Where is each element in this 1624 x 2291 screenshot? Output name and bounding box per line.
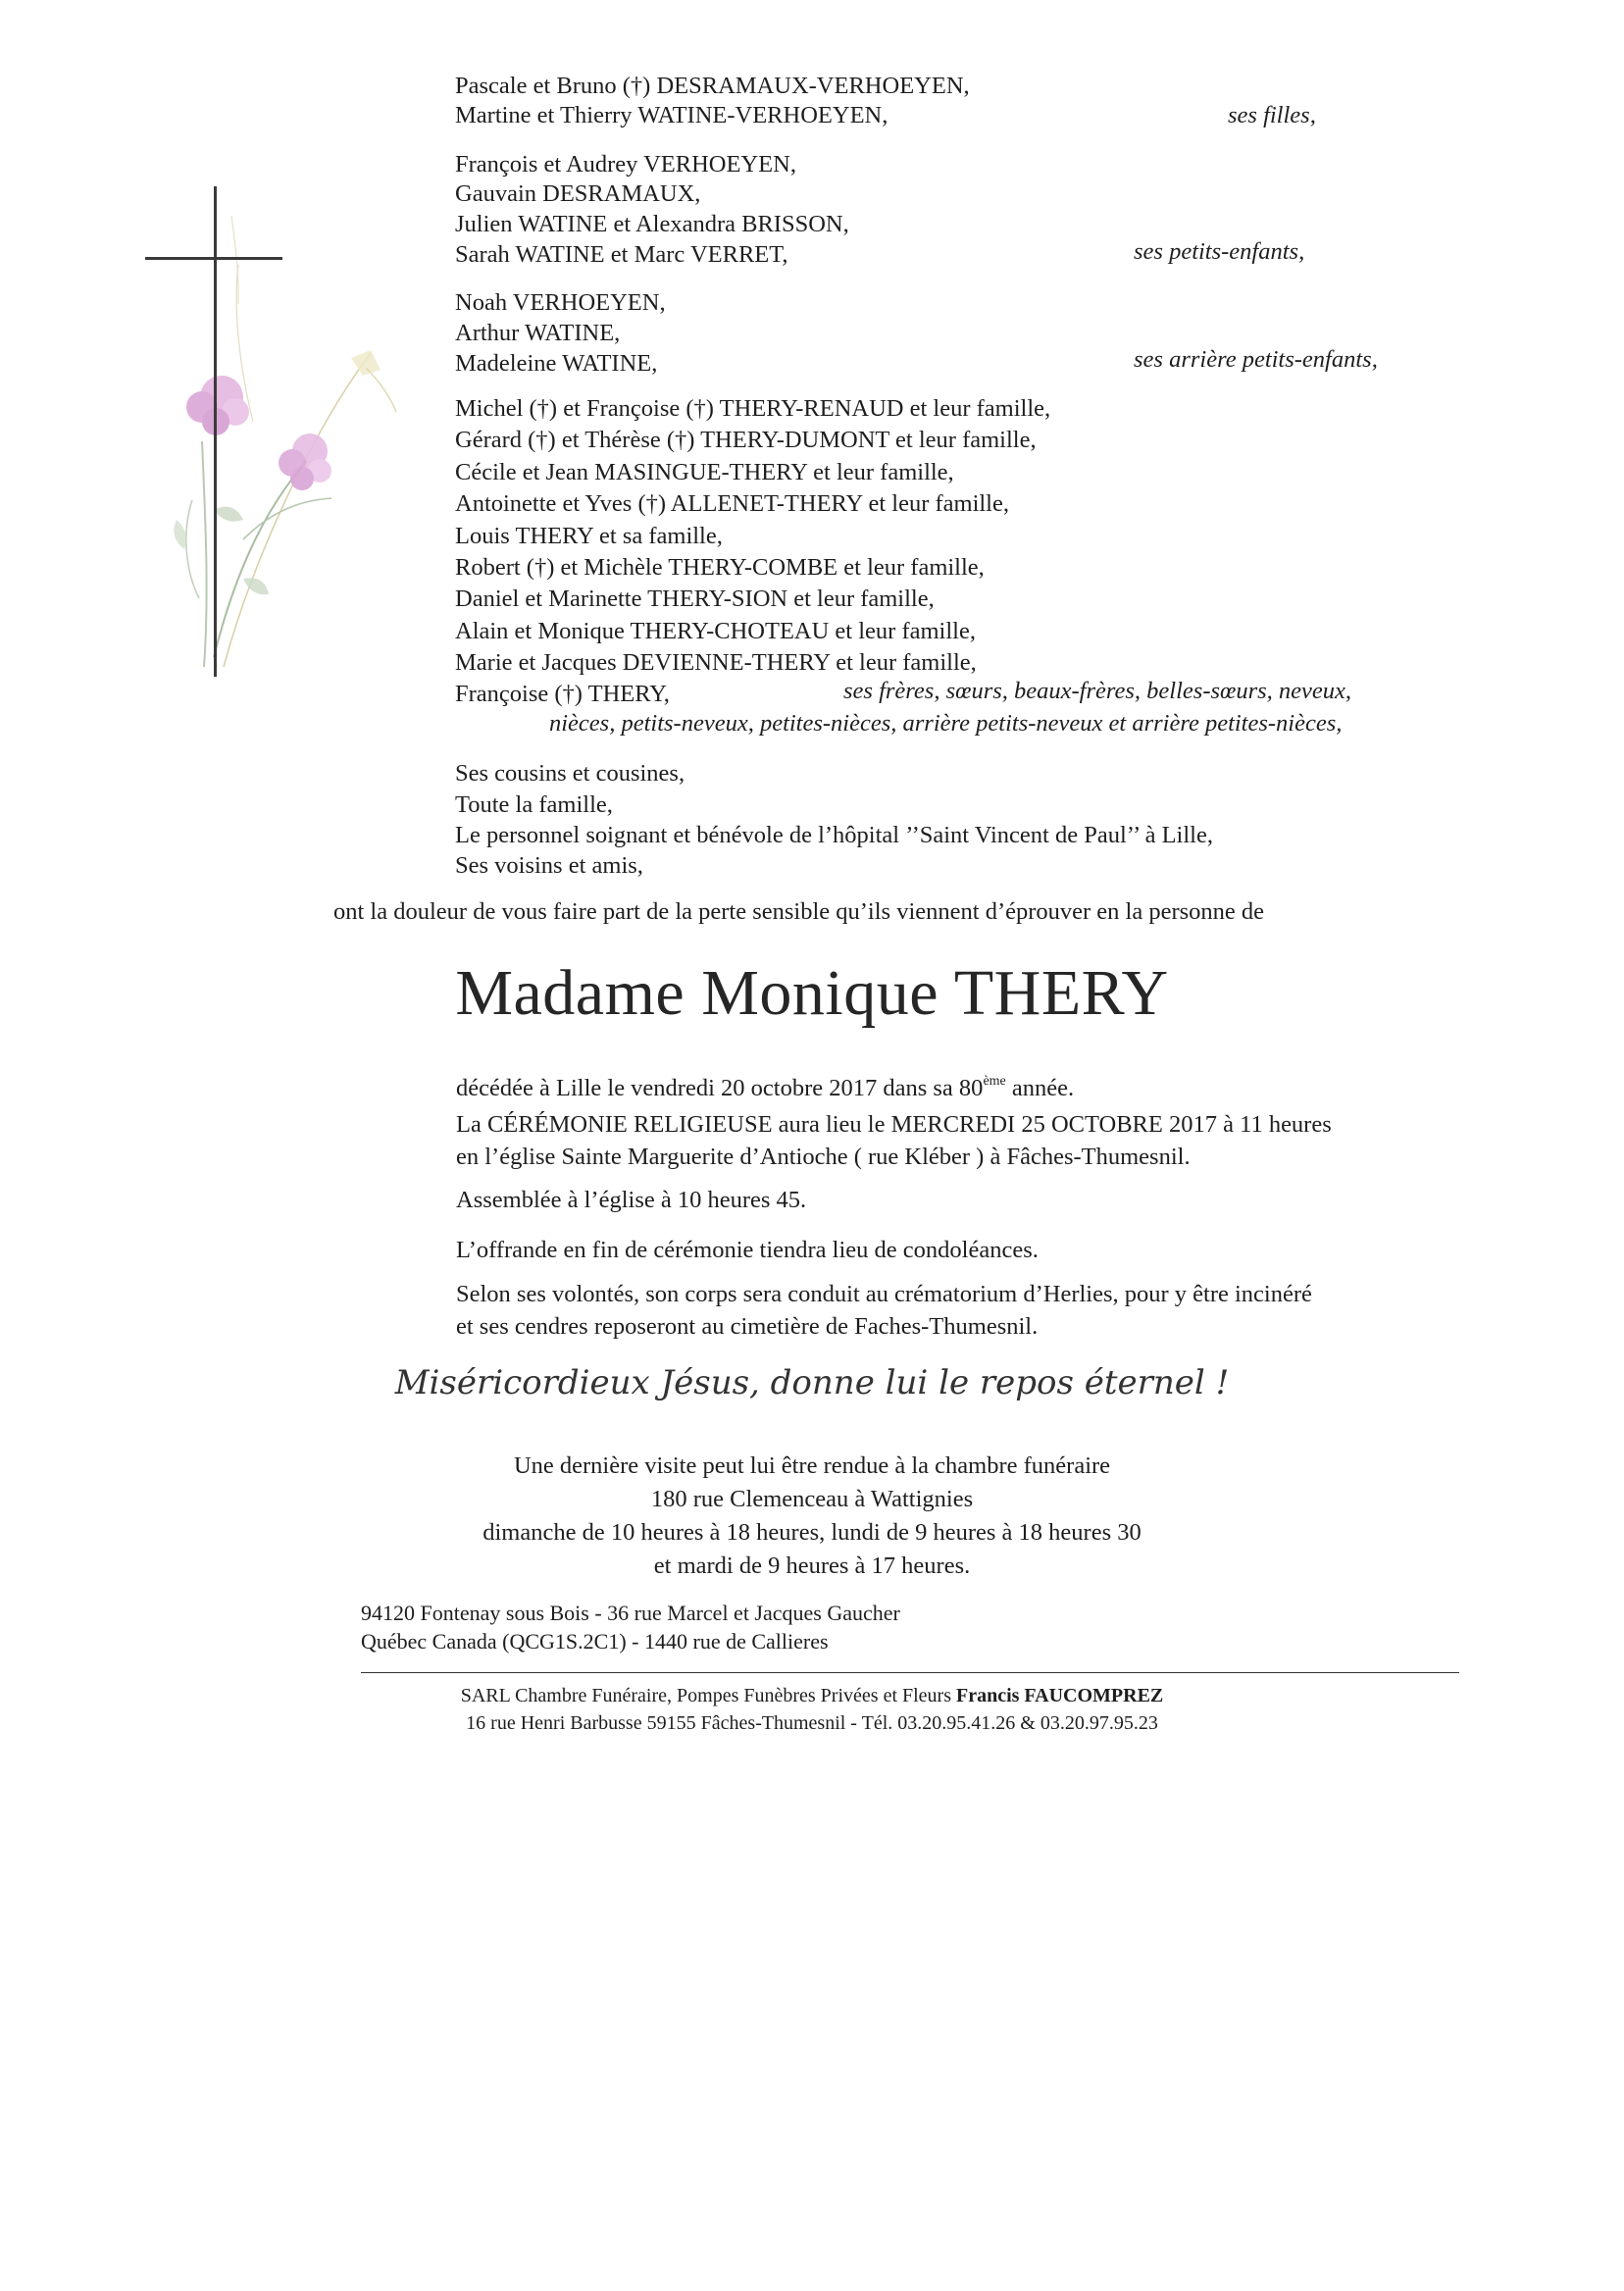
sibling-line-6: Robert (†) et Michèle THERY-COMBE et leur famille, — [455, 554, 985, 581]
grandchild-line-4: Sarah WATINE et Marc VERRET, — [455, 241, 788, 268]
cremation-line-2: et ses cendres reposeront au cimetière de Faches-Thumesnil. — [456, 1313, 1039, 1340]
cremation-block — [456, 1278, 1437, 1343]
visit-line-2: 180 rue Clemenceau à Wattignies — [650, 1486, 974, 1512]
sibling-line-10: Françoise (†) THERY, — [455, 681, 670, 707]
cross-with-flowers-icon — [145, 186, 400, 677]
relation-grandchildren: ses petits-enfants, — [1134, 238, 1305, 265]
sibling-line-2: Gérard (†) et Thérèse (†) THERY-DUMONT et leur famille, — [455, 427, 1037, 453]
sibling-line-4: Antoinette et Yves (†) ALLENET-THERY et leur famille, — [455, 490, 1009, 517]
footer-line-2: 16 rue Henri Barbusse 59155 Fâches-Thumesnil - Tél. 03.20.95.41.26 & 03.20.97.95.23 — [466, 1712, 1158, 1734]
ceremony-block — [456, 1108, 1437, 1173]
footer-company: SARL Chambre Funéraire, Pompes Funèbres Privées et Fleurs — [460, 1685, 956, 1706]
others-line-3: Le personnel soignant et bénévole de l’hôpital ’’Saint Vincent de Paul’’ à Lille, — [455, 822, 1213, 848]
great-grandchild-line-2: Arthur WATINE, — [455, 320, 621, 346]
cremation-line-1: Selon ses volontés, son corps sera conduit au crématorium d’Herlies, pour y être incinéré — [456, 1281, 1312, 1307]
daughter-line-2: Martine et Thierry WATINE-VERHOEYEN, — [455, 102, 888, 128]
others-line-4: Ses voisins et amis, — [455, 852, 643, 879]
great-grandchild-line-1: Noah VERHOEYEN, — [455, 289, 666, 316]
sibling-line-9: Marie et Jacques DEVIENNE-THERY et leur famille, — [455, 649, 977, 676]
sibling-line-5: Louis THERY et sa famille, — [455, 523, 723, 549]
deceased-name: Madame Monique THERY — [455, 957, 1169, 1029]
grandchild-line-2: Gauvain DESRAMAUX, — [455, 180, 701, 207]
footer-company-name: Francis FAUCOMPREZ — [956, 1685, 1164, 1706]
sibling-line-7: Daniel et Marinette THERY-SION et leur famille, — [455, 585, 935, 612]
footer — [0, 1682, 1624, 1737]
footer-line-1 — [0, 1682, 1624, 1709]
death-ordinal: ème — [983, 1074, 1006, 1089]
daughter-line-1: Pascale et Bruno (†) DESRAMAUX-VERHOEYEN, — [455, 73, 970, 99]
visit-line-3: dimanche de 10 heures à 18 heures, lundi de 9 heures à 18 heures 30 — [482, 1519, 1142, 1546]
relation-siblings-line-1: ses frères, sœurs, beaux-frères, belles-sœurs, neveux, — [843, 678, 1352, 704]
prayer: Miséricordieux Jésus, donne lui le repos éternel ! — [394, 1363, 1230, 1402]
sibling-line-3: Cécile et Jean MASINGUE-THERY et leur famille, — [455, 459, 954, 485]
visit-line-4: et mardi de 9 heures à 17 heures. — [653, 1553, 971, 1579]
death-text-end: année. — [1005, 1075, 1075, 1102]
offering-text: L’offrande en fin de cérémonie tiendra lieu de condoléances. — [456, 1237, 1039, 1263]
ceremony-line-2: en l’église Sainte Marguerite d’Antioche ( rue Kléber ) à Fâches-Thumesnil. — [456, 1144, 1191, 1170]
sibling-line-1: Michel (†) et Françoise (†) THERY-RENAUD et leur famille, — [455, 395, 1051, 422]
death-text: décédée à Lille le vendredi 20 octobre 2017 dans sa 80 — [456, 1075, 984, 1102]
ceremony-line-1: La CÉRÉMONIE RELIGIEUSE aura lieu le MERCREDI 25 OCTOBRE 2017 à 11 heures — [456, 1111, 1332, 1138]
relation-daughters: ses filles, — [1228, 102, 1316, 128]
footer-divider — [361, 1672, 1459, 1673]
others-line-2: Toute la famille, — [455, 791, 613, 818]
grandchild-line-3: Julien WATINE et Alexandra BRISSON, — [455, 211, 849, 237]
great-grandchild-line-3: Madeleine WATINE, — [455, 350, 658, 377]
assembly-text: Assemblée à l’église à 10 heures 45. — [456, 1187, 807, 1213]
others-line-1: Ses cousins et cousines, — [455, 760, 685, 787]
address-line-2: Québec Canada (QCG1S.2C1) - 1440 rue de Callieres — [361, 1629, 829, 1654]
grandchild-line-1: François et Audrey VERHOEYEN, — [455, 151, 796, 178]
death-notice — [456, 1067, 1437, 1104]
sibling-line-8: Alain et Monique THERY-CHOTEAU et leur famille, — [455, 618, 976, 644]
visit-block — [0, 1450, 1624, 1583]
addresses — [361, 1599, 900, 1655]
visit-line-1: Une dernière visite peut lui être rendue à la chambre funéraire — [513, 1452, 1111, 1479]
relation-siblings-line-2: nièces, petits-neveux, petites-nièces, arrière petits-neveux et arrière petites-nièces, — [549, 710, 1343, 737]
relation-great-grandchildren: ses arrière petits-enfants, — [1134, 346, 1378, 373]
address-line-1: 94120 Fontenay sous Bois - 36 rue Marcel et Jacques Gaucher — [361, 1601, 900, 1625]
announcement-intro: ont la douleur de vous faire part de la perte sensible qu’ils viennent d’éprouver en la personne de — [333, 898, 1265, 925]
